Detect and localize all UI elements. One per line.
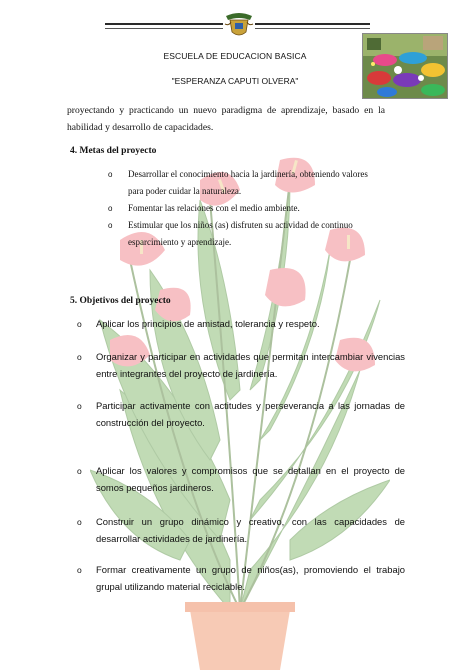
- list-item: [77, 463, 405, 496]
- school-crest-icon: [224, 12, 254, 38]
- bullet-icon: o: [108, 170, 113, 179]
- list-item: [105, 217, 380, 251]
- header-rule-left-thin: [105, 28, 223, 29]
- header-rule-right-thin: [255, 28, 370, 29]
- list-item-text: Fomentar las relaciones con el medio ambiente.: [128, 203, 300, 213]
- list-item-text: Participar activamente con actitudes y perseverancia a las jornadas de construcción del proyecto.: [96, 400, 405, 428]
- list-item-text: Construir un grupo dinámico y creativo, con las capacidades de desarrollar actividades de jardinería.: [96, 516, 405, 544]
- list-item: [77, 514, 405, 547]
- list-item: [77, 316, 405, 333]
- list-item-text: Desarrollar el conocimiento hacia la jardinería, obteniendo valores para poder cuidar la naturaleza.: [128, 169, 368, 196]
- intro-paragraph: proyectando y practicando un nuevo paradigma de aprendizaje, basado en la habilidad y desarrollo de capacidades.: [67, 105, 385, 133]
- list-item: [77, 562, 405, 595]
- bullet-icon: o: [77, 565, 82, 575]
- list-item-text: Aplicar los principios de amistad, tolerancia y respeto.: [96, 318, 320, 329]
- bullet-icon: o: [77, 517, 82, 527]
- list-item-text: Aplicar los valores y compromisos que se detallan en el proyecto de somos pequeños jardineros.: [96, 465, 405, 493]
- bullet-icon: o: [77, 352, 82, 362]
- list-item-text: Organizar y participar en actividades que permitan intercambiar vivencias entre integrantes del proyecto de jardinería.: [96, 351, 405, 379]
- list-item: [77, 398, 405, 431]
- list-item-text: Estimular que los niños (as) disfruten su actividad de continuo esparcimiento y aprendizaje.: [128, 220, 353, 247]
- school-subtitle: "ESPERANZA CAPUTI OLVERA": [171, 76, 299, 86]
- list-item-text: Formar creativamente un grupo de niños(as), promoviendo el trabajo grupal utilizando material reciclable.: [96, 564, 405, 592]
- bullet-icon: o: [77, 466, 82, 476]
- list-item: [105, 166, 380, 200]
- list-item: [105, 200, 380, 217]
- school-name: ESCUELA DE EDUCACION BASICA: [163, 51, 307, 61]
- bullet-icon: o: [108, 204, 113, 213]
- bullet-icon: o: [108, 221, 113, 230]
- bullet-icon: o: [77, 401, 82, 411]
- section-5-heading: 5. Objetivos del proyecto: [70, 296, 171, 306]
- list-item: [77, 349, 405, 382]
- garden-photo: [362, 33, 448, 99]
- bullet-icon: o: [77, 319, 82, 329]
- metas-list: [105, 166, 380, 251]
- section-4-heading: 4. Metas del proyecto: [70, 146, 157, 156]
- header-rule-left: [105, 23, 223, 25]
- header-rule-right: [255, 23, 370, 25]
